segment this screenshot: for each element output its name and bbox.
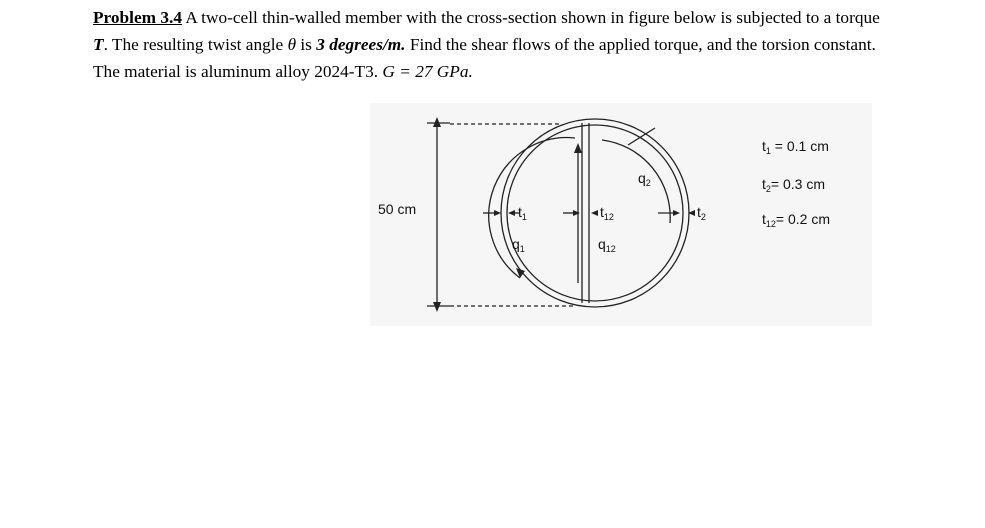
t12-arrowhead-right — [591, 210, 598, 216]
angle-symbol: θ — [287, 35, 297, 54]
problem-text-4: Find the shear flows of the applied torque, and the torsion constant. The material is aluminum alloy 2024-T3. — [93, 35, 876, 81]
t2-label: $t_2$ — [697, 204, 706, 222]
cross-section-figure — [370, 103, 872, 326]
cross-section-svg — [370, 103, 872, 326]
thickness-t2: $t_2= 0.3$ cm — [762, 176, 825, 194]
torque-symbol: T — [93, 35, 104, 54]
t2-arrowhead-left — [673, 210, 680, 216]
t12-arrowhead-left — [573, 210, 580, 216]
thickness-t12: $t_{12}= 0.2$ cm — [762, 211, 830, 229]
q2-flow-arc — [602, 140, 670, 223]
modulus-value: G = 27 GPa. — [382, 62, 473, 81]
problem-statement — [93, 4, 893, 85]
height-label: 50 cm — [378, 201, 417, 217]
q12-label: $q_{12}$ — [598, 236, 616, 254]
height-arrow-bottom — [433, 302, 441, 312]
t12-label: $t_{12}$ — [600, 204, 614, 222]
q12-flow-arrowhead — [574, 143, 582, 153]
q1-label: $q_1$ — [512, 236, 525, 254]
t1-arrowhead-right — [508, 210, 515, 216]
problem-id: Problem 3.4 — [93, 8, 182, 27]
t1-label: $t_1$ — [518, 204, 527, 222]
angle-value: 3 degrees/m. — [316, 35, 406, 54]
problem-text-1: A two-cell thin-walled member with the cross-section shown in figure below is subjected to a torque — [181, 8, 880, 27]
t1-arrowhead-left — [494, 210, 501, 216]
problem-text-3: is — [296, 35, 317, 54]
problem-text-2: . The resulting twist angle — [103, 35, 288, 54]
q2-label: $q_2$ — [638, 170, 651, 188]
q2-leader — [628, 128, 655, 145]
height-arrow-top — [433, 117, 441, 127]
thickness-t1: $t_1 = 0.1$ cm — [762, 138, 829, 156]
